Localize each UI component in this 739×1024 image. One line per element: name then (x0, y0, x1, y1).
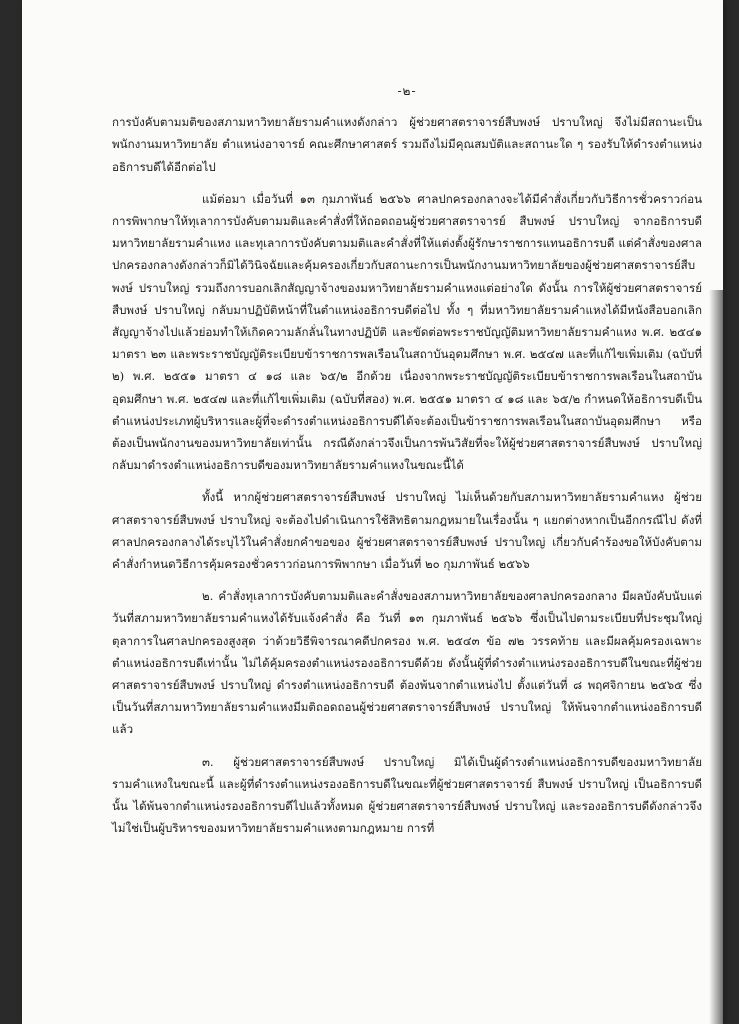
paragraph-continuation: การบังคับตามมติของสภามหาวิทยาลัยรามคำแหงดังกล่าว ผู้ช่วยศาสตราจารย์สืบพงษ์ ปราบใหญ่ จึงไม่มีสถานะเป็นพนักงานมหาวิทยาลัย ตำแหน่งอาจารย์ คณะศึกษาศาสตร์ รวมถึงไม่มีคุณสมบัติและสถานะใด ๆ รองรับให้ดำรงตำแหน่งอธิการบดีได้อีกต่อไป (112, 115, 702, 174)
paragraph-rights: ทั้งนี้ หากผู้ช่วยศาสตราจารย์สืบพงษ์ ปราบใหญ่ ไม่เห็นด้วยกับสภามหาวิทยาลัยรามคำแหง ผู้ช่วยศาสตราจารย์สืบพงษ์ ปราบใหญ่ จะต้องไปดำเนินการใช้สิทธิตามกฎหมายในเรื่องนั้น ๆ แยกต่างหากเป็นอีกกรณีไป ดังที่ศาลปกครองกลางได้ระบุไว้ในคำสั่งยกคำขอของ ผู้ช่วยศาสตราจารย์สืบพงษ์ ปราบใหญ่ เกี่ยวกับคำร้องขอให้บังคับตามคำสั่งกำหนดวิธีการคุ้มครองชั่วคราวก่อนการพิพากษา เมื่อวันที่ ๒๐ กุมภาพันธ์ ๒๕๖๖ (112, 490, 702, 572)
paragraph-court-order: แม้ต่อมา เมื่อวันที่ ๑๓ กุมภาพันธ์ ๒๕๖๖ ศาลปกครองกลางจะได้มีคำสั่งเกี่ยวกับวิธีการชั่วคราวก่อนการพิพากษาให้ทุเลาการบังคับตามมติและคำสั่งที่ให้ถอดถอนผู้ช่วยศาสตราจารย์ สืบพงษ์ ปราบใหญ่ จากอธิการบดีมหาวิทยาลัยรามคำแหง และทุเลาการบังคับตามมติและคำสั่งที่ให้แต่งตั้งผู้รักษาราชการแทนอธิการบดี แต่คำสั่งของศาลปกครองกลางดังกล่าวก็มิได้วินิจฉัยและคุ้มครองเกี่ยวกับสถานะการเป็นพนักงานมหาวิทยาลัยของผู้ช่วยศาสตราจารย์สืบพงษ์ ปราบใหญ่ รวมถึงการบอกเลิกสัญญาจ้างของมหาวิทยาลัยรามคำแหงแต่อย่างใด ดังนั้น การให้ผู้ช่วยศาสตราจารย์ สืบพงษ์ ปราบใหญ่ กลับมาปฏิบัติหน้าที่ในตำแหน่งอธิการบดีต่อไป ทั้ง ๆ ที่มหาวิทยาลัยรามคำแหงได้มีหนังสือบอกเลิกสัญญาจ้างไปแล้วย่อมทำให้เกิดความลักลั่นในทางปฏิบัติ และขัดต่อพระราชบัญญัติมหาวิทยาลัยรามคำแหง พ.ศ. ๒๕๔๑ มาตรา ๒๓ และพระราชบัญญัติระเบียบข้าราชการพลเรือนในสถาบันอุดมศึกษา พ.ศ. ๒๕๔๗ และที่แก้ไขเพิ่มเติม (ฉบับที่ ๒) พ.ศ. ๒๕๕๑ มาตรา ๔ ๑๘ และ ๖๕/๒ อีกด้วย เนื่องจากพระราชบัญญัติระเบียบข้าราชการพลเรือนในสถาบันอุดมศึกษา พ.ศ. ๒๕๔๗ และที่แก้ไขเพิ่มเติม (ฉบับที่สอง) พ.ศ. ๒๕๕๑ มาตรา ๔ ๑๘ และ ๖๕/๒ กำหนดให้อธิการบดีเป็นตำแหน่งประเภทผู้บริหารและผู้ที่จะดำรงตำแหน่งอธิการบดีได้จะต้องเป็นข้าราชการพลเรือนในสถาบันอุดมศึกษา หรือต้องเป็นพนักงานของมหาวิทยาลัยเท่านั้น กรณีดังกล่าวจึงเป็นการพ้นวิสัยที่จะให้ผู้ช่วยศาสตราจารย์สืบพงษ์ ปราบใหญ่ กลับมาดำรงตำแหน่งอธิการบดีของมหาวิทยาลัยรามคำแหงในขณะนี้ได้ (112, 191, 702, 473)
paragraph-item-2: ๒. คำสั่งทุเลาการบังคับตามมติและคำสั่งของสภามหาวิทยาลัยของศาลปกครองกลาง มีผลบังคับนับแต่วันที่สภามหาวิทยาลัยรามคำแหงได้รับแจ้งคำสั่ง คือ วันที่ ๑๓ กุมภาพันธ์ ๒๕๖๖ ซึ่งเป็นไปตามระเบียบที่ประชุมใหญ่ตุลาการในศาลปกครองสูงสุด ว่าด้วยวิธีพิจารณาคดีปกครอง พ.ศ. ๒๕๔๓ ข้อ ๗๒ วรรคท้าย และมีผลคุ้มครองเฉพาะตำแหน่งอธิการบดีเท่านั้น ไม่ได้คุ้มครองตำแหน่งรองอธิการบดีด้วย ดังนั้นผู้ที่ดำรงตำแหน่งรองอธิการบดีในขณะที่ผู้ช่วยศาสตราจารย์สืบพงษ์ ปราบใหญ่ ดำรงตำแหน่งอธิการบดี ต้องพ้นจากตำแหน่งไป ตั้งแต่วันที่ ๘ พฤศจิกายน ๒๕๖๕ ซึ่งเป็นวันที่สภามหาวิทยาลัยรามคำแหงมีมติถอดถอนผู้ช่วยศาสตราจารย์สืบพงษ์ ปราบใหญ่ ให้พ้นจากตำแหน่งอธิการบดีแล้ว (112, 589, 702, 737)
document-body (112, 80, 702, 850)
document-page (22, 0, 723, 1024)
paragraph-item-3: ๓. ผู้ช่วยศาสตราจารย์สืบพงษ์ ปราบใหญ่ มิได้เป็นผู้ดำรงตำแหน่งอธิการบดีของมหาวิทยาลัยรามคำแหงในขณะนี้ และผู้ที่ดำรงตำแหน่งรองอธิการบดีในขณะที่ผู้ช่วยศาสตราจารย์ สืบพงษ์ ปราบใหญ่ เป็นอธิการบดีนั้น ได้พ้นจากตำแหน่งรองอธิการบดีไปแล้วทั้งหมด ผู้ช่วยศาสตราจารย์สืบพงษ์ ปราบใหญ่ และรองอธิการบดีดังกล่าวจึงไม่ใช่เป็นผู้บริหารของมหาวิทยาลัยรามคำแหงตามกฎหมาย การที่ (112, 754, 702, 836)
page-number: -๒- (397, 84, 417, 98)
page-edge-shadow (709, 290, 723, 1024)
